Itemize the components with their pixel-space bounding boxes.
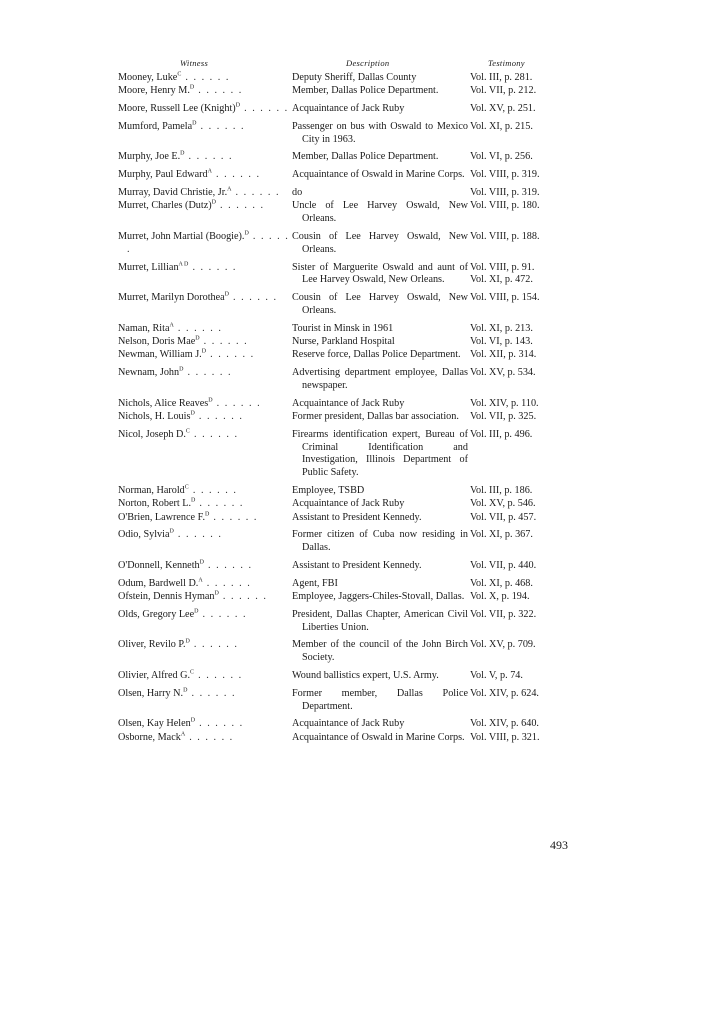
table-row	[118, 200, 578, 226]
table-row	[118, 609, 578, 635]
witness-cell	[118, 639, 292, 665]
table-row	[118, 398, 578, 411]
description-cell	[292, 103, 468, 116]
description-cell	[292, 367, 468, 393]
testimony-ref: Vol. XI, p. 215.	[470, 120, 533, 132]
testimony-type-mark: A	[169, 322, 174, 329]
testimony-ref: Vol. VIII, p. 154.	[470, 292, 540, 304]
witness-name: Osborne, Mack	[118, 731, 181, 743]
description-cell	[292, 85, 468, 98]
testimony-type-mark: D	[208, 397, 213, 404]
testimony-ref: Vol. X, p. 194.	[470, 591, 530, 603]
description-cell	[292, 591, 468, 604]
testimony-type-mark: D	[211, 199, 216, 206]
table-row	[118, 529, 578, 555]
dot-leader: . . . . . .	[181, 72, 230, 83]
testimony-cell	[468, 609, 578, 635]
description-text: Assistant to President Kennedy.	[292, 560, 422, 571]
witness-name: Moore, Russell Lee (Knight)	[118, 103, 236, 115]
witness-name: Nichols, Alice Reaves	[118, 397, 209, 409]
table-row	[118, 103, 578, 116]
testimony-type-mark: D	[194, 608, 199, 615]
description-text: President, Dallas Chapter, American Civil Liberties Union.	[292, 608, 468, 633]
description-cell	[292, 72, 468, 85]
description-text: Former citizen of Cuba now residing in Dallas.	[292, 529, 468, 554]
description-text: Passenger on bus with Oswald to Mexico City in 1963.	[292, 120, 468, 145]
table-row	[118, 591, 578, 604]
testimony-ref: Vol. XI, p. 213.	[470, 322, 533, 334]
witness-cell	[118, 718, 292, 731]
description-text: Former president, Dallas bar association.	[292, 411, 459, 423]
testimony-cell	[468, 231, 578, 257]
description-cell	[292, 231, 468, 257]
table-row	[118, 231, 578, 257]
testimony-ref: Vol. VIII, p. 91.	[470, 261, 535, 273]
testimony-ref: Vol. VII, p. 325.	[470, 411, 537, 423]
witness-table	[118, 58, 578, 745]
testimony-ref: Vol. VIII, p. 319.	[470, 187, 540, 199]
witness-name: Norton, Robert L.	[118, 498, 191, 510]
description-text: Acquaintance of Jack Ruby	[292, 718, 405, 730]
description-cell	[292, 609, 468, 635]
testimony-type-mark: A D	[178, 261, 189, 268]
witness-name: Nicol, Joseph D.	[118, 428, 186, 440]
testimony-ref: Vol. VII, p. 440.	[470, 560, 537, 571]
witness-cell	[118, 688, 292, 714]
description-cell	[292, 732, 468, 745]
witness-cell	[118, 103, 292, 116]
dot-leader: . . . . . .	[188, 261, 237, 273]
witness-cell	[118, 323, 292, 336]
table-row	[118, 718, 578, 731]
witness-cell	[118, 187, 292, 200]
description-cell	[292, 688, 468, 714]
description-text: Advertising department employee, Dallas newspaper.	[292, 367, 468, 391]
testimony-ref: Vol. XI, p. 472.	[470, 274, 533, 286]
description-cell	[292, 429, 468, 480]
testimony-cell	[468, 349, 578, 362]
testimony-ref: Vol. VII, p. 212.	[470, 85, 537, 97]
dot-leader: . . . . . .	[211, 169, 261, 181]
testimony-ref: Vol. XIV, p. 640.	[470, 718, 539, 730]
witness-cell	[118, 151, 292, 164]
dot-leader: . . . . . .	[199, 336, 249, 348]
description-cell	[292, 187, 468, 200]
dot-leader: . . . . . .	[196, 120, 246, 132]
table-row	[118, 367, 578, 393]
description-text: Acquaintance of Oswald in Marine Corps.	[292, 169, 465, 181]
testimony-cell	[468, 688, 578, 714]
testimony-ref: Vol. VIII, p. 321.	[470, 731, 540, 743]
table-row	[118, 512, 578, 525]
testimony-type-mark: C	[190, 669, 195, 676]
description-cell	[292, 398, 468, 411]
header-testimony: Testimony	[488, 58, 525, 68]
dot-leader: . . . . . .	[231, 187, 281, 199]
table-row	[118, 336, 578, 349]
witness-name: Olivier, Alfred G.	[118, 670, 191, 682]
testimony-type-mark: D	[244, 230, 249, 237]
table-row	[118, 349, 578, 362]
testimony-type-mark: D	[191, 497, 196, 504]
table-row	[118, 187, 578, 200]
description-text: Employee, TSBD	[292, 485, 365, 497]
testimony-cell	[468, 498, 578, 511]
dot-leader: . . . . . .	[189, 428, 239, 440]
description-text: Cousin of Lee Harvey Oswald, New Orleans.	[292, 230, 468, 255]
dot-leader: . . . . . .	[195, 718, 244, 730]
description-text: Firearms identification expert, Bureau of Criminal Identification and Investigation, Illinois Department of Public Safety.	[292, 428, 468, 479]
testimony-cell	[468, 529, 578, 555]
description-cell	[292, 262, 468, 288]
testimony-ref: Vol. XII, p. 314.	[470, 349, 537, 361]
testimony-type-mark: C	[185, 428, 190, 435]
description-text: Wound ballistics expert, U.S. Army.	[292, 670, 439, 682]
testimony-ref: Vol. VII, p. 457.	[470, 511, 537, 523]
testimony-cell	[468, 200, 578, 226]
description-text: Sister of Marguerite Oswald and aunt of Lee Harvey Oswald, New Orleans.	[292, 261, 468, 286]
witness-rows	[118, 72, 578, 745]
testimony-type-mark: D	[169, 529, 174, 536]
table-row	[118, 411, 578, 424]
testimony-type-mark: D	[214, 590, 219, 597]
testimony-ref: Vol. III, p. 496.	[470, 428, 533, 440]
description-text: Member, Dallas Police Department.	[292, 151, 439, 163]
testimony-cell	[468, 169, 578, 182]
dot-leader: . . . . . .	[212, 397, 262, 409]
description-cell	[292, 639, 468, 665]
witness-name: O'Donnell, Kenneth	[118, 560, 200, 571]
witness-name: Nichols, H. Louis	[118, 411, 191, 423]
witness-cell	[118, 485, 292, 498]
witness-cell	[118, 169, 292, 182]
witness-cell	[118, 398, 292, 411]
witness-cell	[118, 367, 292, 393]
dot-leader: . . . . . .	[189, 639, 239, 651]
description-text: Uncle of Lee Harvey Oswald, New Orleans.	[292, 200, 468, 225]
description-cell	[292, 512, 468, 525]
testimony-cell	[468, 429, 578, 480]
testimony-cell	[468, 151, 578, 164]
table-row	[118, 121, 578, 147]
witness-cell	[118, 85, 292, 98]
dot-leader: . . . . . .	[206, 349, 255, 361]
witness-cell	[118, 336, 292, 349]
testimony-type-mark: A	[198, 577, 203, 584]
description-cell	[292, 411, 468, 424]
witness-name: Mooney, Luke	[118, 72, 178, 83]
description-cell	[292, 323, 468, 336]
testimony-ref: Vol. V, p. 74.	[470, 670, 523, 682]
testimony-type-mark: D	[183, 687, 188, 694]
testimony-type-mark: A	[227, 186, 232, 193]
testimony-cell	[468, 336, 578, 349]
table-row	[118, 688, 578, 714]
witness-cell	[118, 292, 292, 318]
testimony-cell	[468, 591, 578, 604]
description-text: Deputy Sheriff, Dallas County	[292, 72, 417, 83]
testimony-ref: Vol. XI, p. 468.	[470, 577, 533, 589]
dot-leader: . . . . . .	[209, 511, 258, 523]
description-cell	[292, 336, 468, 349]
description-cell	[292, 560, 468, 573]
description-text: Member, Dallas Police Department.	[292, 85, 439, 97]
description-text: Acquaintance of Jack Ruby	[292, 103, 405, 115]
testimony-cell	[468, 718, 578, 731]
dot-leader: . . . . . .	[203, 560, 253, 571]
witness-cell	[118, 231, 292, 257]
testimony-ref: Vol. VII, p. 322.	[470, 608, 537, 620]
testimony-ref: Vol. XV, p. 546.	[470, 498, 536, 510]
table-row	[118, 670, 578, 683]
witness-cell	[118, 72, 292, 85]
testimony-cell	[468, 560, 578, 573]
testimony-cell	[468, 639, 578, 665]
description-text: Acquaintance of Jack Ruby	[292, 397, 405, 409]
testimony-cell	[468, 578, 578, 591]
table-row	[118, 498, 578, 511]
testimony-cell	[468, 72, 578, 85]
witness-name: Murret, Marilyn Dorothea	[118, 292, 225, 304]
dot-leader: . . . . . .	[127, 230, 290, 255]
testimony-cell	[468, 670, 578, 683]
witness-name: Nelson, Doris Mae	[118, 336, 196, 348]
dot-leader: . . . . . .	[215, 200, 265, 212]
description-cell	[292, 670, 468, 683]
testimony-type-mark: D	[190, 410, 195, 417]
testimony-type-mark: D	[190, 718, 196, 725]
description-text: Tourist in Minsk in 1961	[292, 322, 394, 334]
dot-leader: . . . . . .	[194, 670, 243, 682]
witness-name: Newman, William J.	[118, 349, 202, 361]
table-row	[118, 262, 578, 288]
table-row	[118, 323, 578, 336]
dot-leader: . . . . . .	[229, 292, 278, 304]
dot-leader: . . . . . .	[173, 529, 223, 541]
testimony-ref: Vol. XV, p. 534.	[470, 367, 536, 379]
testimony-cell	[468, 485, 578, 498]
description-text: do	[292, 187, 303, 199]
testimony-type-mark: C	[184, 484, 189, 491]
description-cell	[292, 529, 468, 555]
testimony-type-mark: D	[185, 639, 190, 646]
witness-cell	[118, 732, 292, 745]
testimony-type-mark: D	[199, 559, 204, 566]
testimony-ref: Vol. XIV, p. 624.	[470, 687, 539, 699]
testimony-ref: Vol. VI, p. 143.	[470, 336, 533, 348]
dot-leader: . . . . . .	[198, 608, 248, 620]
table-row	[118, 151, 578, 164]
column-headers	[118, 58, 578, 72]
testimony-cell	[468, 367, 578, 393]
testimony-cell	[468, 121, 578, 147]
witness-name: Norman, Harold	[118, 485, 185, 497]
dot-leader: . . . . . .	[194, 85, 243, 97]
witness-name: Newnam, John	[118, 367, 180, 379]
table-row	[118, 429, 578, 480]
dot-leader: . . . . . .	[195, 498, 244, 510]
testimony-cell	[468, 323, 578, 336]
description-text: Assistant to President Kennedy.	[292, 511, 422, 523]
description-text: Employee, Jaggers-Chiles-Stovall, Dallas.	[292, 591, 465, 603]
description-cell	[292, 349, 468, 362]
dot-leader: . . . . . .	[187, 687, 236, 699]
testimony-ref: Vol. VI, p. 256.	[470, 151, 533, 163]
description-text: Former member, Dallas Police Department.	[292, 687, 468, 712]
witness-name: Moore, Henry M.	[118, 85, 190, 97]
witness-name: Oliver, Revilo P.	[118, 639, 186, 651]
page-number: 493	[550, 838, 568, 852]
testimony-type-mark: D	[235, 102, 241, 109]
witness-name: Murret, John Martial (Boogie).	[118, 230, 245, 242]
description-text: Acquaintance of Jack Ruby	[292, 498, 405, 510]
description-cell	[292, 200, 468, 226]
testimony-type-mark: A	[207, 168, 212, 175]
witness-cell	[118, 591, 292, 604]
dot-leader: . . . . . .	[183, 367, 233, 379]
witness-cell	[118, 609, 292, 635]
description-cell	[292, 718, 468, 731]
witness-cell	[118, 498, 292, 511]
witness-name: Odum, Bardwell D.	[118, 577, 199, 589]
witness-name: Odio, Sylvia	[118, 529, 170, 541]
dot-leader: . . . . . .	[194, 411, 244, 423]
witness-name: Murphy, Joe E.	[118, 151, 181, 163]
table-row	[118, 732, 578, 745]
description-cell	[292, 169, 468, 182]
witness-cell	[118, 411, 292, 424]
witness-name: Murret, Lillian	[118, 261, 179, 273]
testimony-type-mark: D	[201, 348, 207, 355]
description-cell	[292, 498, 468, 511]
testimony-cell	[468, 411, 578, 424]
testimony-type-mark: D	[179, 366, 184, 373]
testimony-cell	[468, 103, 578, 116]
testimony-ref: Vol. III, p. 186.	[470, 485, 533, 497]
testimony-cell	[468, 262, 578, 288]
testimony-ref: Vol. XV, p. 709.	[470, 639, 536, 651]
witness-name: Mumford, Pamela	[118, 120, 193, 132]
testimony-type-mark: C	[177, 71, 182, 78]
dot-leader: . . . . . .	[218, 591, 268, 603]
testimony-type-mark: D	[205, 511, 210, 518]
table-row	[118, 578, 578, 591]
description-cell	[292, 151, 468, 164]
witness-cell	[118, 670, 292, 683]
table-row	[118, 169, 578, 182]
witness-cell	[118, 560, 292, 573]
witness-name: Murret, Charles (Dutz)	[118, 200, 212, 212]
witness-cell	[118, 349, 292, 362]
witness-name: Ofstein, Dennis Hyman	[118, 591, 215, 603]
table-row	[118, 292, 578, 318]
testimony-type-mark: D	[195, 335, 200, 342]
testimony-type-mark: D	[224, 291, 229, 298]
testimony-type-mark: D	[192, 120, 197, 127]
description-text: Acquaintance of Oswald in Marine Corps.	[292, 731, 465, 743]
description-text: Nurse, Parkland Hospital	[292, 336, 395, 348]
testimony-ref: Vol. VIII, p. 180.	[470, 200, 540, 212]
witness-name: Olsen, Kay Helen	[118, 718, 191, 730]
table-row	[118, 85, 578, 98]
testimony-type-mark: D	[180, 151, 185, 158]
description-text: Reserve force, Dallas Police Department.	[292, 349, 461, 361]
testimony-ref: Vol. XI, p. 367.	[470, 529, 533, 541]
testimony-ref: Vol. XIV, p. 110.	[470, 397, 539, 409]
testimony-ref: Vol. XV, p. 251.	[470, 103, 536, 115]
witness-cell	[118, 429, 292, 480]
description-text: Cousin of Lee Harvey Oswald, New Orleans.	[292, 292, 468, 316]
witness-cell	[118, 200, 292, 226]
table-row	[118, 560, 578, 573]
table-row	[118, 72, 578, 85]
witness-cell	[118, 121, 292, 147]
witness-name: Murray, David Christie, Jr.	[118, 187, 228, 199]
testimony-cell	[468, 732, 578, 745]
testimony-ref: Vol. III, p. 281.	[470, 72, 533, 83]
witness-cell	[118, 262, 292, 288]
witness-cell	[118, 512, 292, 525]
testimony-type-mark: A	[180, 731, 186, 738]
witness-name: O'Brien, Lawrence F.	[118, 511, 206, 523]
testimony-cell	[468, 398, 578, 411]
dot-leader: . . . . . .	[202, 577, 252, 589]
witness-name: Naman, Rita	[118, 322, 170, 334]
witness-cell	[118, 529, 292, 555]
description-cell	[292, 121, 468, 147]
witness-cell	[118, 578, 292, 591]
testimony-cell	[468, 292, 578, 318]
testimony-ref: Vol. VIII, p. 319.	[470, 169, 540, 181]
testimony-type-mark: D	[189, 84, 195, 91]
description-cell	[292, 485, 468, 498]
description-text: Agent, FBI	[292, 577, 338, 589]
testimony-cell	[468, 85, 578, 98]
description-cell	[292, 578, 468, 591]
header-description: Description	[346, 58, 390, 68]
table-row	[118, 485, 578, 498]
testimony-ref: Vol. VIII, p. 188.	[470, 230, 540, 242]
description-cell	[292, 292, 468, 318]
witness-name: Olsen, Harry N.	[118, 687, 184, 699]
dot-leader: . . . . . .	[185, 731, 234, 743]
description-text: Member of the council of the John Birch Society.	[292, 639, 468, 664]
dot-leader: . . . . . .	[173, 322, 223, 334]
dot-leader: . . . . . .	[188, 485, 238, 497]
header-witness: Witness	[180, 58, 209, 68]
dot-leader: . . . . . .	[184, 151, 234, 163]
witness-name: Olds, Gregory Lee	[118, 608, 195, 620]
witness-name: Murphy, Paul Edward	[118, 169, 208, 181]
table-row	[118, 639, 578, 665]
testimony-cell	[468, 187, 578, 200]
dot-leader: . . . . . .	[240, 103, 289, 115]
testimony-cell	[468, 512, 578, 525]
